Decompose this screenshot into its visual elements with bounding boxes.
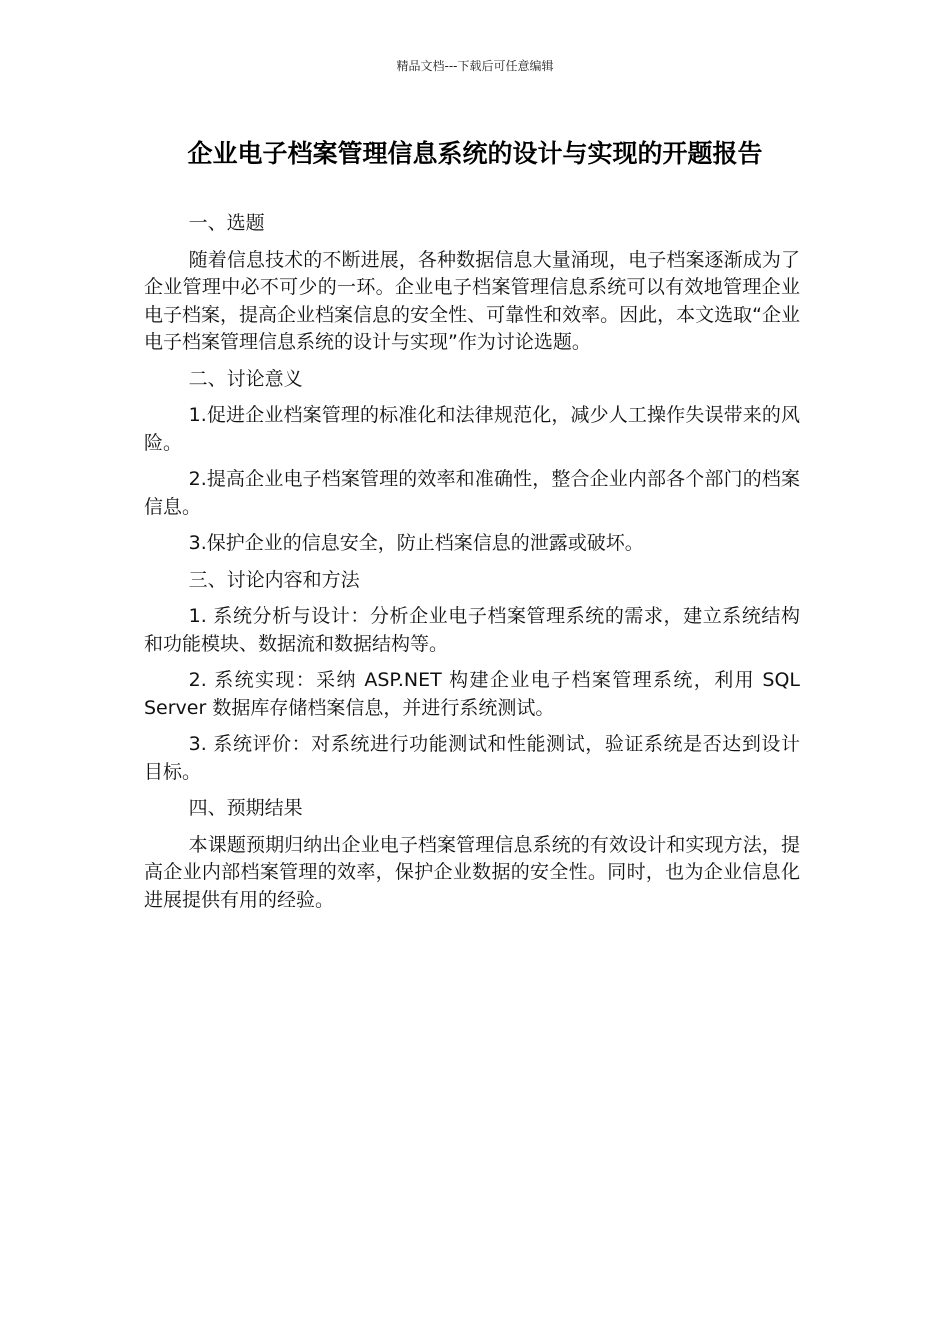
paragraph-topic: 随着信息技术的不断进展，各种数据信息大量涌现，电子档案逐渐成为了企业管理中必不可少的一环。企业电子档案管理信息系统可以有效地管理企业电子档案，提高企业档案信息的安全性、可靠性和效率。因此，本文选取“企业电子档案管理信息系统的设计与实现”作为讨论选题。 [144, 248, 800, 353]
paragraph-methods-2: 2. 系统实现：采纳 ASP.NET 构建企业电子档案管理系统，利用 SQL Server 数据库存储档案信息，并进行系统测试。 [144, 669, 800, 719]
section-heading-content-methods: 三、讨论内容和方法 [188, 568, 360, 591]
paragraph-significance-3: 3.保护企业的信息安全，防止档案信息的泄露或破坏。 [188, 532, 644, 554]
paragraph-methods-1: 1. 系统分析与设计：分析企业电子档案管理系统的需求，建立系统结构和功能模块、数据流和数据结构等。 [144, 605, 800, 655]
paragraph-significance-2: 2.提高企业电子档案管理的效率和准确性，整合企业内部各个部门的档案信息。 [144, 468, 800, 518]
header-note: 精品文档---下载后可任意编辑 [396, 59, 554, 73]
section-heading-expected-results: 四、预期结果 [188, 797, 303, 819]
section-heading-topic: 一、选题 [188, 212, 265, 234]
paragraph-expected-results: 本课题预期归纳出企业电子档案管理信息系统的有效设计和实现方法，提高企业内部档案管理的效率，保护企业数据的安全性。同时，也为企业信息化进展提供有用的经验。 [144, 833, 800, 911]
paragraph-methods-3: 3. 系统评价：对系统进行功能测试和性能测试，验证系统是否达到设计目标。 [144, 733, 800, 783]
paragraph-significance-1: 1.促进企业档案管理的标准化和法律规范化，减少人工操作失误带来的风险。 [144, 404, 800, 454]
document-body [144, 210, 800, 923]
document-title: 企业电子档案管理信息系统的设计与实现的开题报告 [187, 139, 763, 168]
section-heading-significance: 二、讨论意义 [188, 367, 303, 390]
